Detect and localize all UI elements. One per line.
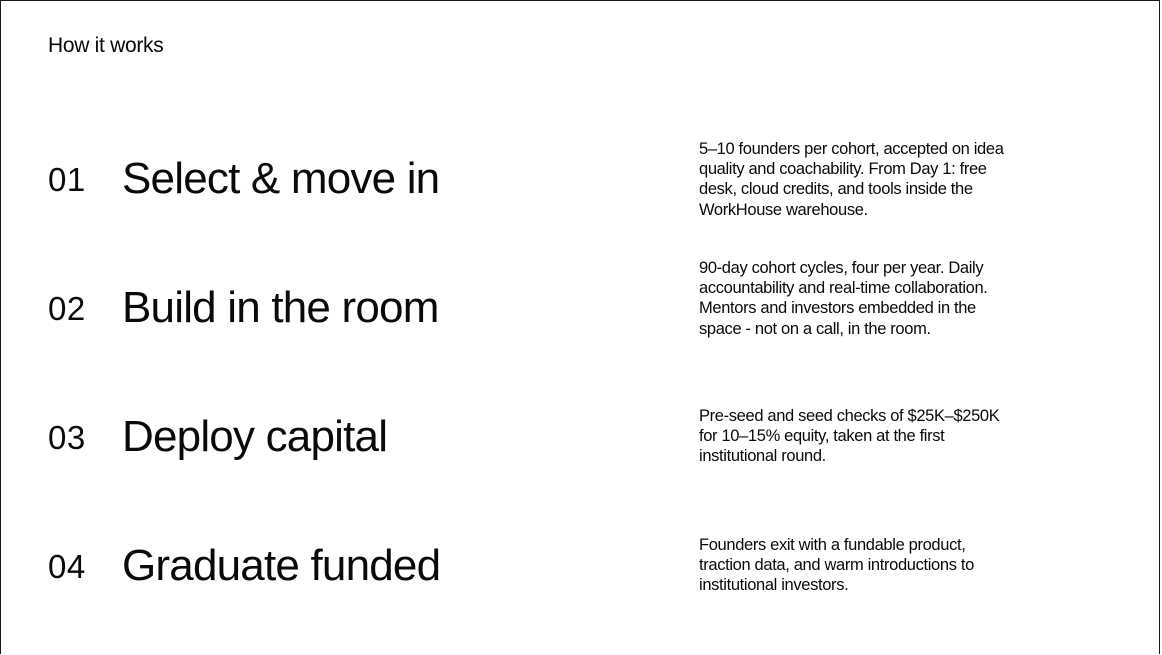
section-label: How it works (48, 34, 164, 57)
step-number: 03 (48, 419, 86, 456)
step-3 (0, 398, 1162, 518)
step-4 (0, 527, 1162, 647)
step-description: 90-day cohort cycles, four per year. Daily accountability and real-time collaboration. Mentors and investors embedded in the space - not on a call, in the room. (699, 259, 988, 338)
step-number: 02 (48, 290, 86, 327)
step-description: Pre-seed and seed checks of $25K–$250K for 10–15% equity, taken at the first institutional round. (699, 407, 1000, 466)
step-2 (0, 259, 1162, 389)
step-description: Founders exit with a fundable product, traction data, and warm introductions to institutional investors. (699, 536, 974, 595)
step-title: Build in the room (122, 283, 439, 332)
step-number: 01 (48, 161, 86, 198)
step-title: Select & move in (122, 154, 440, 203)
step-title: Deploy capital (122, 412, 388, 461)
step-1 (0, 140, 1162, 260)
step-number: 04 (48, 548, 86, 585)
step-title: Graduate funded (122, 541, 441, 590)
step-description: 5–10 founders per cohort, accepted on idea quality and coachability. From Day 1: free desk, cloud credits, and tools inside the WorkHouse warehouse. (699, 140, 1004, 219)
